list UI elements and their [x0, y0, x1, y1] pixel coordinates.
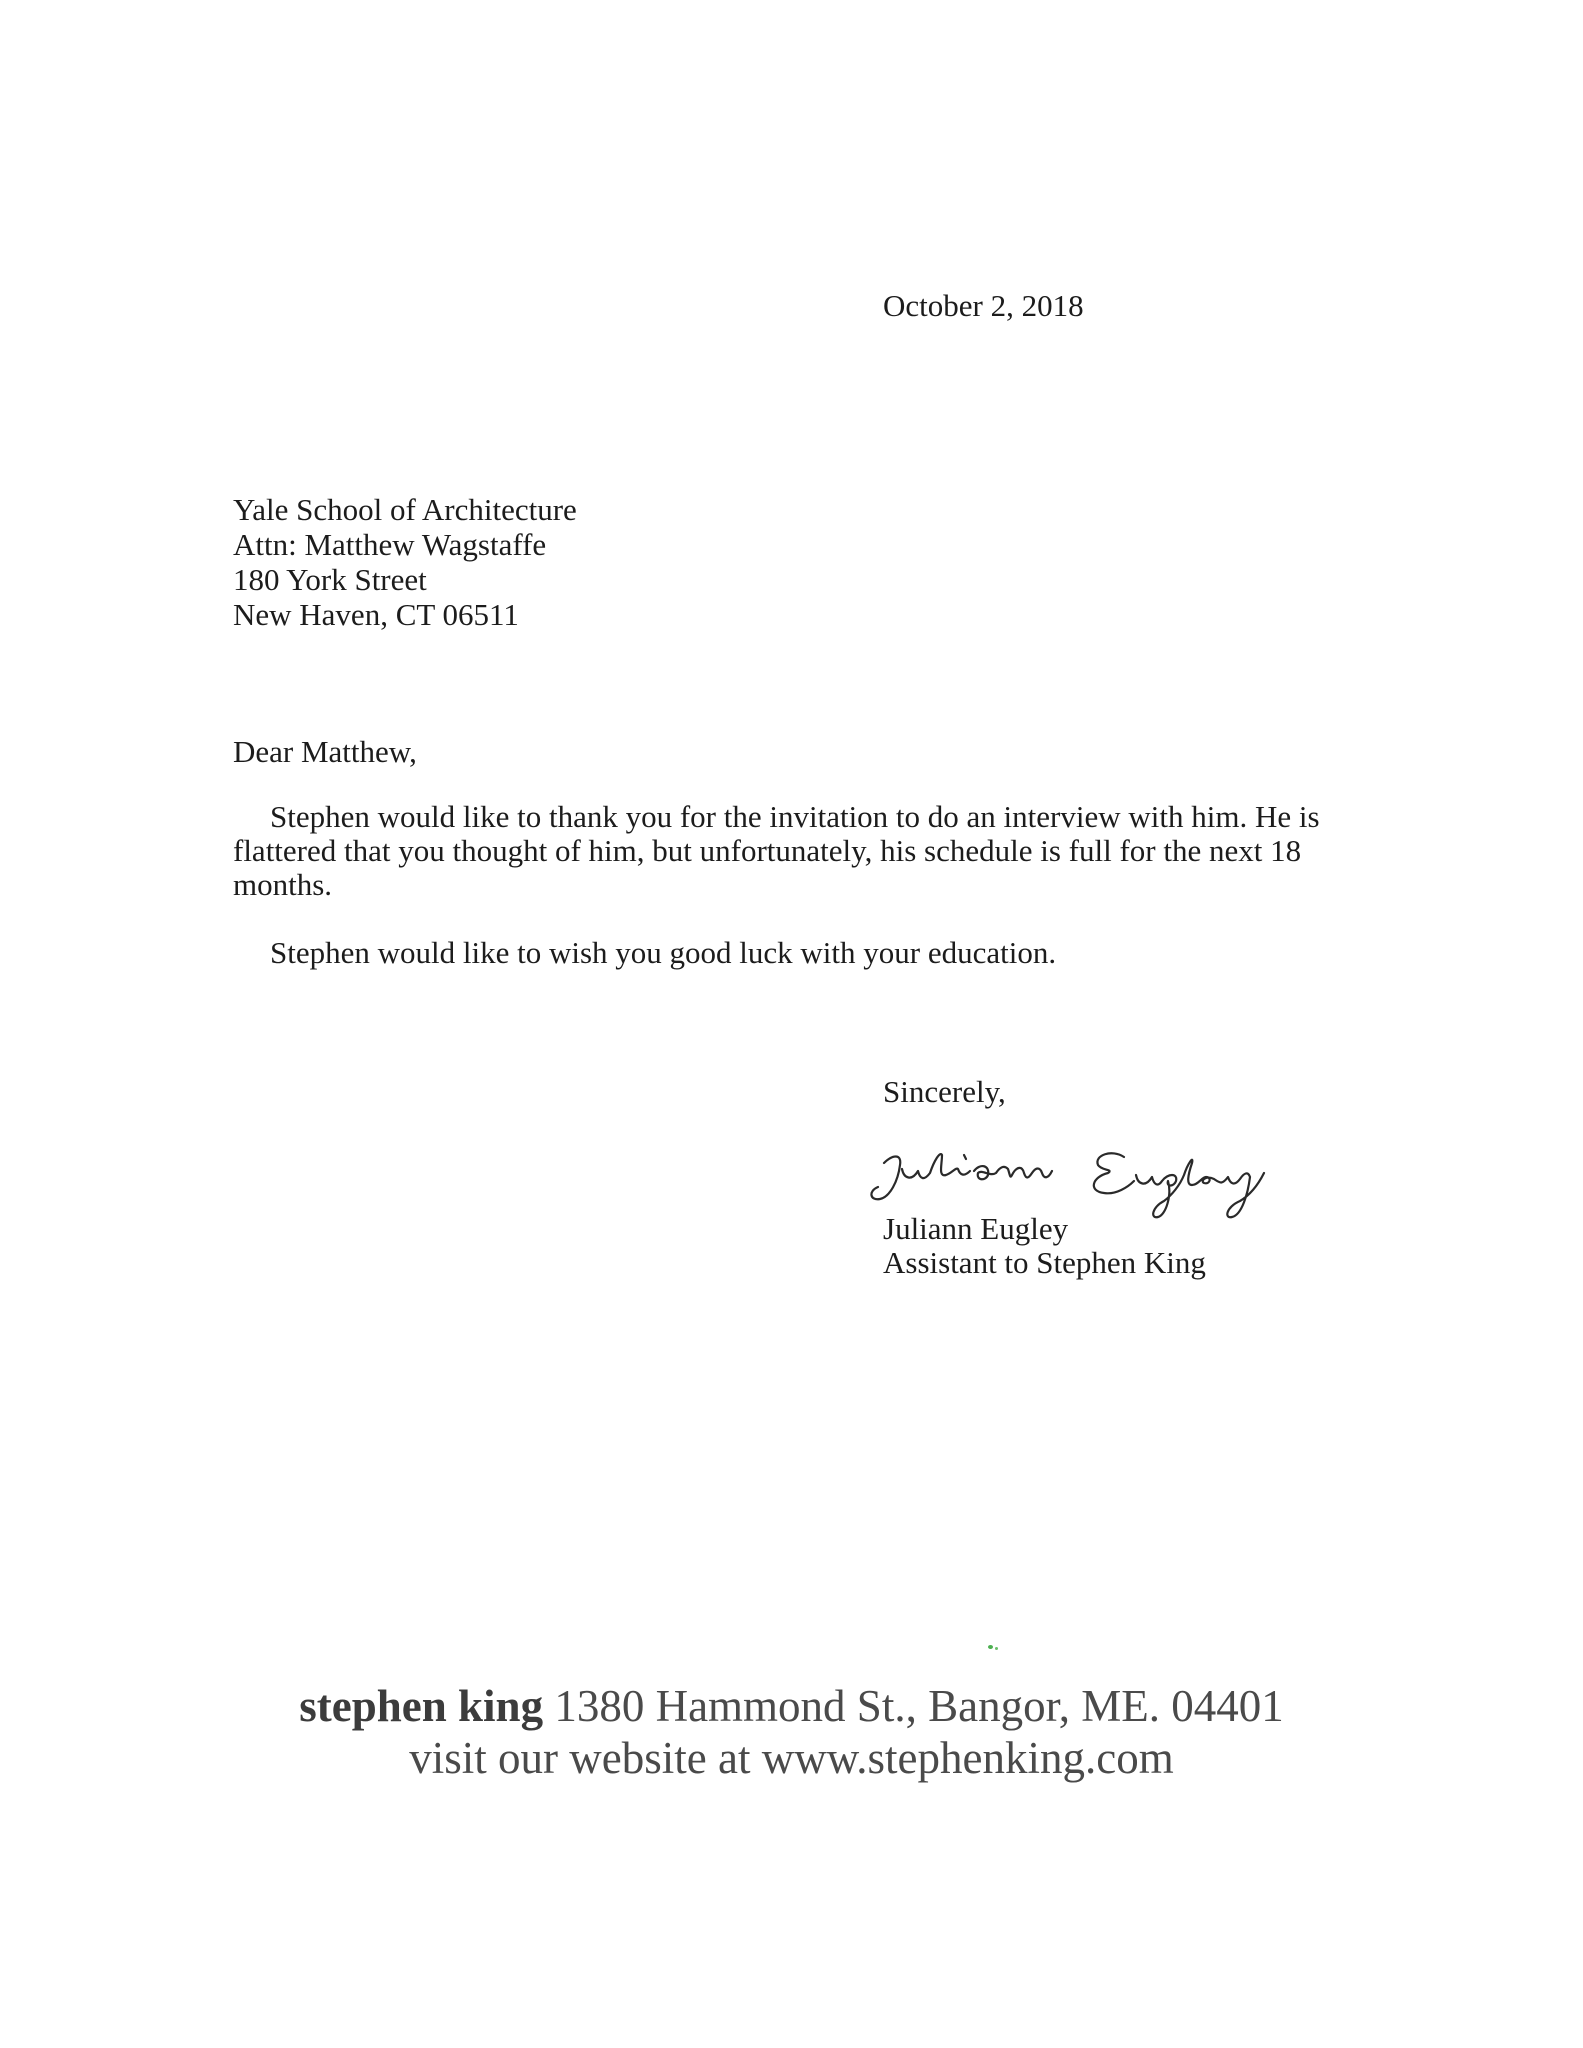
- letter-date: October 2, 2018: [883, 288, 1084, 323]
- signer-block: [883, 1212, 1206, 1280]
- footer-address-line: [0, 1680, 1583, 1732]
- closing: Sincerely,: [883, 1074, 1006, 1109]
- footer-brand: stephen king: [299, 1681, 544, 1731]
- footer-address: 1380 Hammond St., Bangor, ME. 04401: [554, 1681, 1284, 1731]
- handwritten-signature: [862, 1125, 1302, 1225]
- salutation: Dear Matthew,: [233, 734, 417, 769]
- body-paragraph-2: Stephen would like to wish you good luck with your education.: [270, 935, 1057, 970]
- signer-title: Assistant to Stephen King: [883, 1245, 1206, 1280]
- green-speck: [995, 1647, 998, 1650]
- signer-name: Juliann Eugley: [883, 1211, 1069, 1246]
- recipient-address: [233, 492, 577, 632]
- body-paragraph-1: Stephen would like to thank you for the invitation to do an interview with him. He is flattered that you thought of him, but unfortunately, his schedule is full for the next 18 months.: [233, 799, 1320, 902]
- recipient-attention: Attn: Matthew Wagstaffe: [233, 527, 547, 562]
- letterhead-footer: [0, 1680, 1583, 1784]
- recipient-organization: Yale School of Architecture: [233, 492, 577, 527]
- recipient-street: 180 York Street: [233, 562, 427, 597]
- recipient-city-state-zip: New Haven, CT 06511: [233, 597, 519, 632]
- green-speck: [988, 1645, 993, 1649]
- footer-website: visit our website at www.stephenking.com: [409, 1733, 1174, 1783]
